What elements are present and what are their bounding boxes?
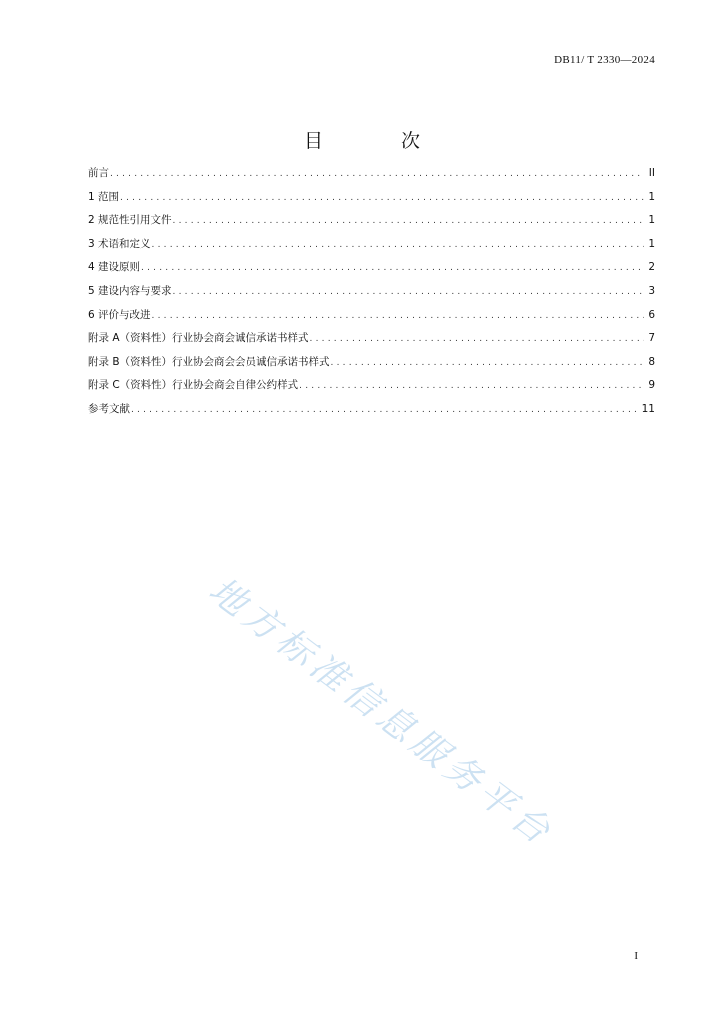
toc-entry-page: 3: [648, 284, 655, 297]
toc-entry-label: 1 范围: [88, 190, 120, 203]
toc-entry-label: 4 建设原则: [88, 261, 141, 274]
toc-entry-label: 参考文献: [88, 402, 130, 415]
toc-entry-label: 附录 B（资料性）行业协会商会会员诚信承诺书样式: [88, 355, 330, 368]
toc-entry-label: 2 规范性引用文件: [88, 214, 172, 227]
toc-entry-page: 2: [648, 261, 655, 274]
toc-list: [88, 162, 655, 422]
dot-leader: [310, 328, 644, 352]
dot-leader: [141, 257, 644, 281]
toc-entry-page: 9: [648, 379, 655, 392]
toc-entry-page: II: [648, 167, 655, 179]
dot-leader: [152, 305, 644, 329]
dot-leader: [299, 375, 644, 399]
toc-entry-scope[interactable]: [88, 186, 655, 210]
toc-entry-label: 3 术语和定义: [88, 237, 151, 250]
toc-entry-page: 1: [648, 237, 655, 250]
dot-leader: [173, 210, 644, 234]
dot-leader: [131, 399, 639, 423]
dot-leader: [110, 163, 644, 187]
doc-code: DB11/ T 2330—2024: [554, 54, 655, 66]
toc-entry-page: 1: [648, 214, 655, 227]
toc-entry-construction-content[interactable]: [88, 280, 655, 304]
toc-entry-label: 前言: [88, 167, 109, 179]
toc-entry-page: 6: [648, 308, 655, 321]
toc-entry-construction-principles[interactable]: [88, 256, 655, 280]
dot-leader: [152, 234, 644, 258]
toc-entry-label: 5 建设内容与要求: [88, 284, 172, 297]
toc-entry-page: 8: [648, 355, 655, 368]
toc-entry-page: 1: [648, 190, 655, 203]
watermark: 地方标准信息服务平台: [201, 569, 562, 856]
toc-entry-page: 7: [648, 332, 655, 345]
toc-entry-label: 6 评价与改进: [88, 308, 151, 321]
toc-entry-evaluation-improvement[interactable]: [88, 304, 655, 328]
toc-entry-bibliography[interactable]: [88, 398, 655, 422]
page-number: I: [634, 950, 638, 962]
dot-leader: [331, 352, 644, 376]
dot-leader: [173, 281, 644, 305]
toc-entry-terms-definitions[interactable]: [88, 233, 655, 257]
toc-entry-foreword[interactable]: [88, 162, 655, 186]
toc-entry-appendix-c[interactable]: [88, 374, 655, 398]
toc-entry-page: 11: [641, 402, 655, 415]
toc-title: 目 次: [303, 130, 457, 152]
toc-entry-label: 附录 C（资料性）行业协会商会自律公约样式: [88, 379, 299, 392]
toc-entry-label: 附录 A（资料性）行业协会商会诚信承诺书样式: [88, 332, 309, 345]
toc-entry-normative-references[interactable]: [88, 209, 655, 233]
toc-entry-appendix-a[interactable]: [88, 327, 655, 351]
dot-leader: [120, 187, 644, 211]
toc-entry-appendix-b[interactable]: [88, 351, 655, 375]
